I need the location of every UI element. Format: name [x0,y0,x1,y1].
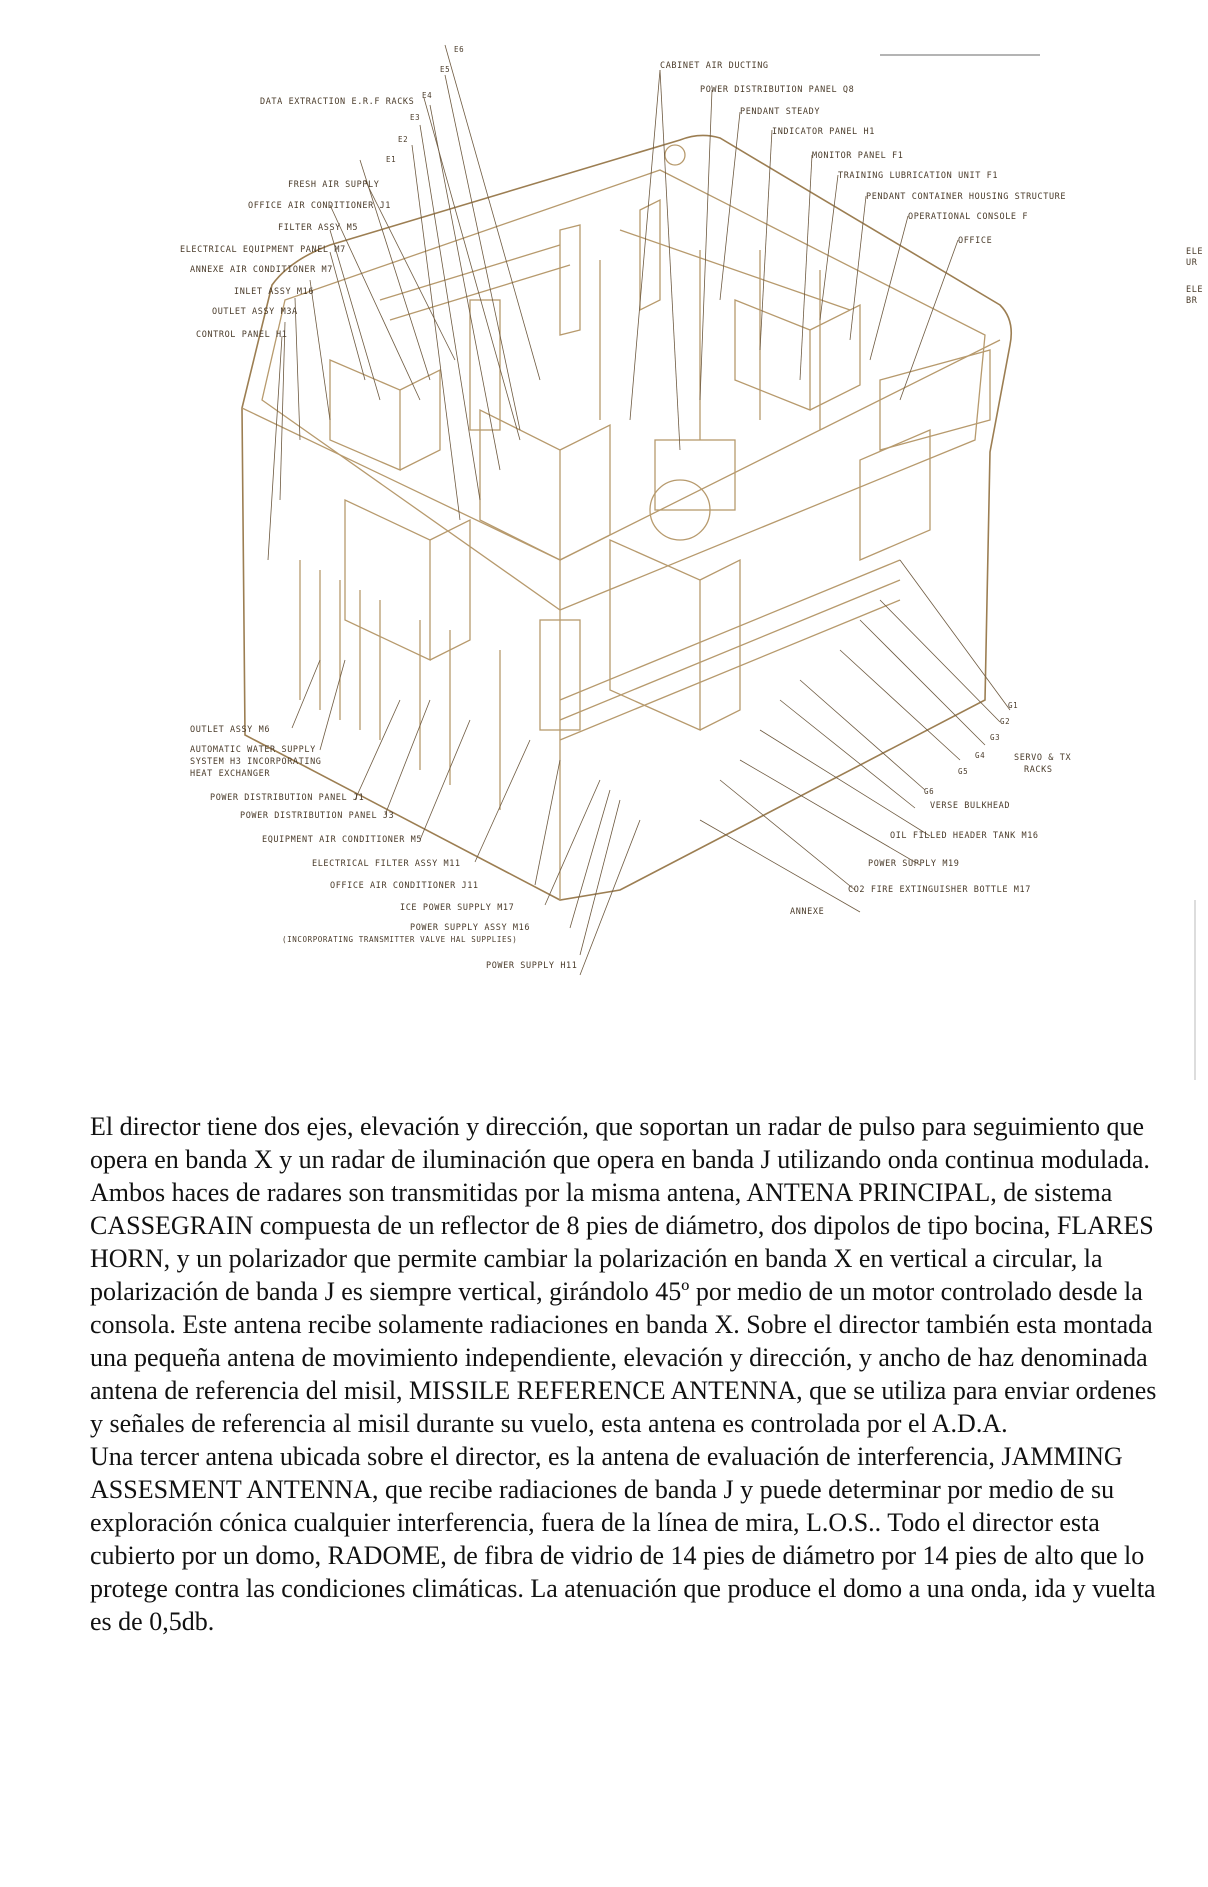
label-co2-fire-extinguisher: CO2 FIRE EXTINGUISHER BOTTLE M17 [848,885,1031,895]
label-control-panel: CONTROL PANEL H1 [196,330,288,340]
label-cabinet-air-ducting: CABINET AIR DUCTING [660,61,769,71]
label-data-extraction: DATA EXTRACTION E.R.F RACKS [260,97,415,107]
label-racks: RACKS [1024,765,1053,775]
label-equipment-air-conditioner: EQUIPMENT AIR CONDITIONER M5 [262,835,423,845]
label-pendant-steady: PENDANT STEADY [740,107,821,117]
labels-right-edge [1186,247,1203,306]
label-heat-exchanger: HEAT EXCHANGER [190,769,271,779]
label-electrical-filter-assy: ELECTRICAL FILTER ASSY M11 [312,859,461,869]
label-outlet-assy-m6: OUTLET ASSY M6 [190,725,271,735]
label-pendant-container-housing: PENDANT CONTAINER HOUSING STRUCTURE [866,192,1067,202]
rack-code: E4 [422,91,433,100]
rack-code: E3 [410,113,421,122]
rack-code: G6 [924,787,935,796]
rack-code: E5 [440,65,451,74]
label-ice-power-supply: ICE POWER SUPPLY M17 [400,903,515,913]
rack-code: G1 [1008,701,1019,710]
label-power-distribution-panel: POWER DISTRIBUTION PANEL Q8 [700,85,855,95]
label-operational-console: OPERATIONAL CONSOLE F [908,212,1029,222]
rack-code: G4 [975,751,986,760]
label-edge-fragment: BR [1186,296,1198,306]
label-office-air-conditioner-j11: OFFICE AIR CONDITIONER J11 [330,881,479,891]
label-verse-bulkhead: VERSE BULKHEAD [930,801,1011,811]
label-annexe: ANNEXE [790,907,825,917]
label-edge-fragment: ELE [1186,285,1204,295]
label-outlet-assy: OUTLET ASSY M3A [212,307,298,317]
label-power-supply-m19: POWER SUPPLY M19 [868,859,960,869]
label-power-distribution-panel-j3: POWER DISTRIBUTION PANEL J3 [240,811,395,821]
label-electrical-equipment-panel: ELECTRICAL EQUIPMENT PANEL M7 [180,245,346,255]
labels-top-right [660,61,1066,246]
container-outline [242,135,1011,900]
label-fresh-air-supply: FRESH AIR SUPPLY [288,180,380,190]
rack-code: E2 [398,135,409,144]
label-automatic-water-supply: AUTOMATIC WATER SUPPLY [190,745,316,755]
label-filter-assy: FILTER ASSY M5 [278,223,359,233]
label-power-supply-assy: POWER SUPPLY ASSY M16 [410,923,531,933]
rack-code: E6 [454,45,465,54]
label-power-distribution-panel-j1: POWER DISTRIBUTION PANEL J1 [210,793,365,803]
labels-bottom-left [190,725,577,971]
labels-bottom-right [790,753,1071,917]
rack-code: G3 [990,733,1001,742]
rack-code: G5 [958,767,969,776]
label-servo-tx: SERVO & TX [1014,753,1072,763]
label-edge-fragment: ELE [1186,247,1204,257]
label-office-air-conditioner: OFFICE AIR CONDITIONER J1 [248,201,391,211]
label-system-h3: SYSTEM H3 INCORPORATING [190,757,322,767]
label-power-supply-h11: POWER SUPPLY H11 [486,961,578,971]
labels-top-left [180,97,414,340]
label-office: OFFICE [958,236,993,246]
rack-codes-bottom [924,701,1018,796]
rack-code: G2 [1000,717,1011,726]
body-text [90,1110,1170,1638]
rack-code: E1 [386,155,397,164]
label-inlet-assy: INLET ASSY M16 [234,287,315,297]
label-indicator-panel: INDICATOR PANEL H1 [772,127,875,137]
label-monitor-panel: MONITOR PANEL F1 [812,151,904,161]
label-oil-filled-header-tank: OIL FILLED HEADER TANK M16 [890,831,1039,841]
paragraph: El director tiene dos ejes, elevación y dirección, que soportan un radar de pulso para seguimiento que opera en banda X y un radar de iluminación que opera en banda J utilizando onda continua modulada. Ambos haces de radares son transmitidas por la misma antena, ANTENA PRINCIPAL, de sistema CASSEGRAIN compuesta de un reflector de 8 pies de diámetro, dos dipolos de tipo bocina, FLARES HORN, y un polarizador que permite cambiar la polarización en banda X en vertical a circular, la polarización de banda J es siempre vertical, girándolo 45º por medio de un motor controlado desde la consola. Este antena recibe solamente radiaciones en banda X. Sobre el director también esta montada una pequeña antena de movimiento independiente, elevación y dirección, y ancho de haz denominada antena de referencia del misil, MISSILE REFERENCE ANTENNA, que se utiliza para enviar ordenes y señales de referencia al misil durante su vuelo, esta antena es controlada por el A.D.A. [90,1112,1157,1438]
label-annexe-air-conditioner: ANNEXE AIR CONDITIONER M7 [190,265,333,275]
paragraph: Una tercer antena ubicada sobre el director, es la antena de evaluación de interferencia, JAMMING ASSESMENT ANTENNA, que recibe radiaciones de banda J y puede determinar por medio de su exploración cónica cualquier interferencia, fuera de la línea de mira, L.O.S.. Todo el director esta cubierto por un domo, RADOME, de fibra de vidrio de 14 pies de diámetro por 14 pies de alto que lo protege contra las condiciones climáticas. La atenuación que produce el domo a una onda, ida y vuelta es de 0,5db. [90,1442,1156,1636]
label-training-lubrication-unit: TRAINING LUBRICATION UNIT F1 [838,171,999,181]
label-incorporating-transmitter: (INCORPORATING TRANSMITTER VALVE HAL SUPPLIES) [282,935,518,944]
label-edge-fragment: UR [1186,258,1198,268]
